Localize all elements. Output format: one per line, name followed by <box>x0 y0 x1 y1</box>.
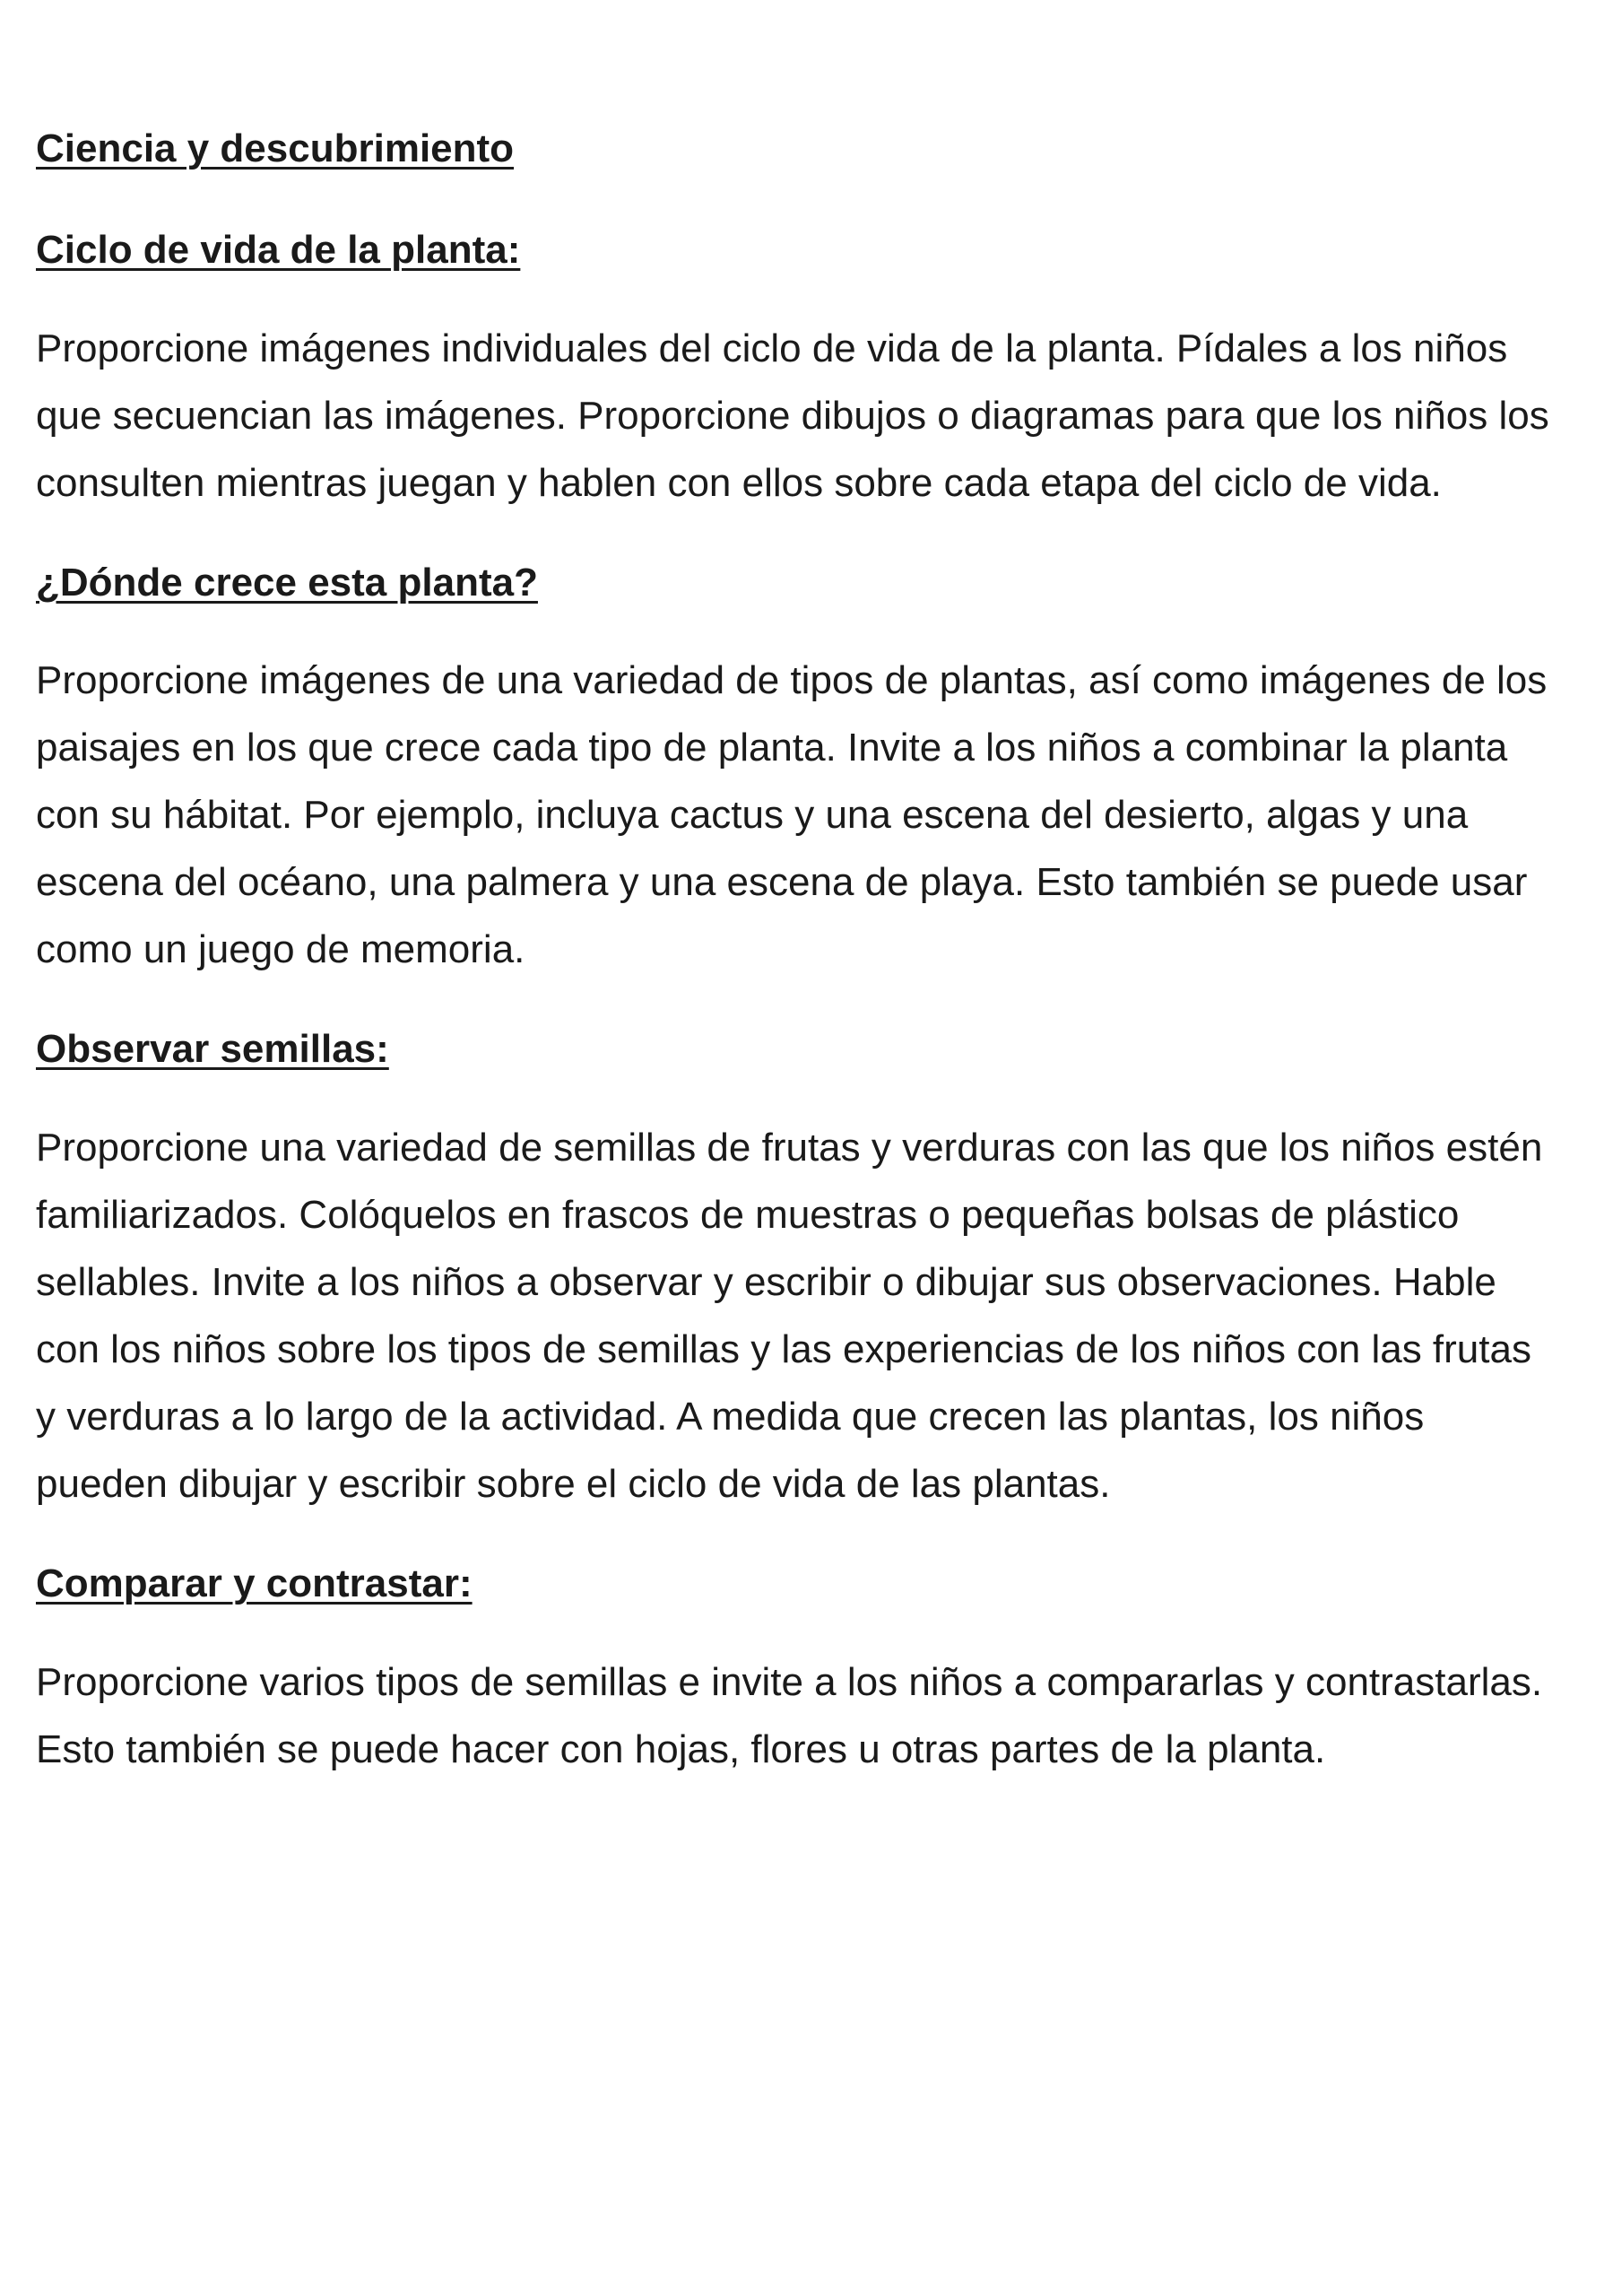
section-body-compare-contrast: Proporcione varios tipos de semillas e invite a los niños a compararlas y contrastarlas. Esto también se puede hacer con hojas, flores u otras partes de la planta. <box>36 1659 1543 1771</box>
section-heading-plant-life-cycle: Ciclo de vida de la planta: <box>36 227 521 272</box>
section-heading-compare-contrast: Comparar y contrastar: <box>36 1561 473 1606</box>
section-body-where-plant-grows: Proporcione imágenes de una variedad de tipos de plantas, así como imágenes de los paisajes en los que crece cada tipo de planta. Invite a los niños a combinar la planta con su hábitat. Por ejemplo, incluya cactus y una escena del desierto, algas y una escena del océano, una palmera y una escena de playa. Esto también se puede usar como un juego de memoria. <box>36 658 1548 972</box>
section-body-observe-seeds: Proporcione una variedad de semillas de frutas y verduras con las que los niños estén familiarizados. Colóquelos en frascos de muestras o pequeñas bolsas de plástico sellables. Invite a los niños a observar y escribir o dibujar sus observaciones. Hable con los niños sobre los tipos de semillas y las experiencias de los niños con las frutas y verduras a lo largo de la actividad. A medida que crecen las plantas, los niños pueden dibujar y escribir sobre el ciclo de vida de las plantas. <box>36 1126 1543 1507</box>
document-page <box>36 126 1560 1783</box>
section-body-plant-life-cycle: Proporcione imágenes individuales del ciclo de vida de la planta. Pídales a los niños que secuencian las imágenes. Proporcione dibujos o diagramas para que los niños los consulten mientras juegan y hablen con ellos sobre cada etapa del ciclo de vida. <box>36 326 1549 505</box>
document-title: Ciencia y descubrimiento <box>36 126 515 170</box>
section-heading-observe-seeds: Observar semillas: <box>36 1027 389 1072</box>
section-heading-where-plant-grows: ¿Dónde crece esta planta? <box>36 560 538 604</box>
